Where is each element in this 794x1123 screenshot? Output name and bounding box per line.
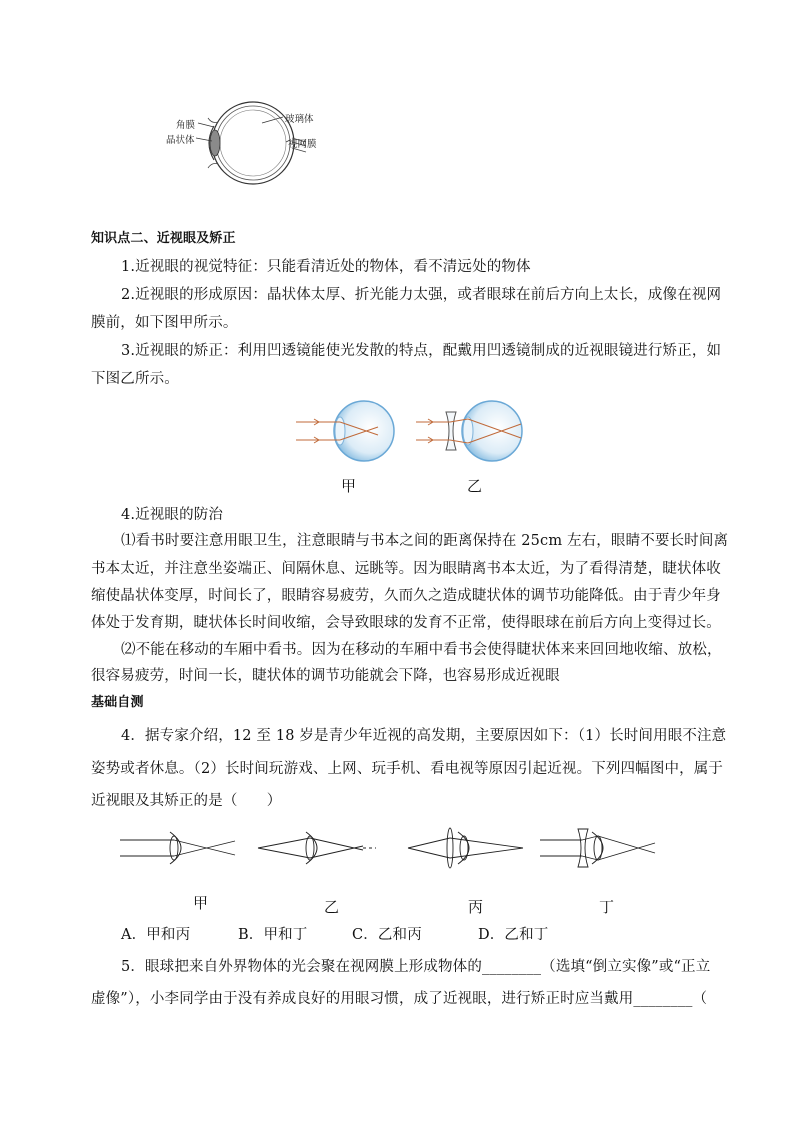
question5-line1: 5．眼球把来自外界物体的光会聚在视网膜上形成物体的________（选填“倒立实像”或“正立 [121,959,711,975]
section-heading-myopia: 知识点二、近视眼及矫正 [91,231,236,246]
ray-diagram-yi [258,828,378,868]
question4-line2: 姿势或者休息。（2）长时间玩游戏、上网、玩手机、看电视等原因引起近视。下列四幅图中，属于 [91,761,724,777]
option-d[interactable]: D．乙和丁 [478,927,549,943]
option-b[interactable]: B．甲和丁 [238,927,308,943]
myopia-correction-text-1: 3.近视眼的矫正：利用凹透镜能使光发散的特点，配戴用凹透镜制成的近视眼镜进行矫正，如 [121,343,722,359]
ray-diagram-ding [540,825,660,871]
figure-caption-jia: 甲 [341,477,357,495]
self-test-heading: 基础自测 [91,695,144,710]
option-a[interactable]: A．甲和丙 [121,927,191,943]
prevention-p1-line1: ⑴看书时要注意用眼卫生，注意眼睛与书本之间的距离保持在 25cm 左右，眼睛不要长时间离 [121,533,729,549]
myopia-correction-text-2: 下图乙所示。 [91,371,179,387]
label-cornea: 角膜 [176,120,196,131]
label-retina: 视网膜 [288,139,317,150]
myopia-feature-text: 1.近视眼的视觉特征：只能看清近处的物体，看不清远处的物体 [121,259,531,275]
prevention-p2-line2: 很容易疲劳，时间一长，睫状体的调节功能就会下降，也容易形成近视眼 [91,668,560,684]
myopia-figure-yi [416,398,524,464]
ray-caption-bing: 丙 [468,898,484,916]
prevention-p1-line3: 缩使晶状体变厚，时间长了，眼睛容易疲劳，久而久之造成睫状体的调节功能降低。由于青少年身 [91,588,721,604]
prevention-p1-line2: 书本太近，并注意坐姿端正、间隔休息、远眺等。因为眼睛离书本太近，为了看得清楚，睫状体收 [91,561,721,577]
myopia-figure-jia [296,398,398,464]
eye-label-leaders [0,0,794,200]
ray-caption-yi: 乙 [324,898,340,916]
question5-line2: 虚像”），小李同学由于没有养成良好的用眼习惯，成了近视眼，进行矫正时应当戴用________（ [91,991,708,1007]
question4-line3: 近视眼及其矫正的是（ ） [91,793,282,809]
ray-caption-ding: 丁 [599,898,615,916]
ray-diagram-bing [408,825,526,871]
prevention-p1-line4: 体处于发育期，睫状体长时间收缩，会导致眼球的发育不正常，使得眼球在前后方向上变得过长。 [91,615,721,631]
label-vitreous: 玻璃体 [285,114,314,125]
myopia-cause-text-2: 膜前，如下图甲所示。 [91,315,238,331]
ray-diagram-jia [120,828,240,868]
question4-line1: 4．据专家介绍，12 至 18 岁是青少年近视的高发期，主要原因如下：（1）长时间用眼不注意 [121,728,727,744]
figure-caption-yi: 乙 [467,477,483,495]
option-c[interactable]: C．乙和丙 [352,927,422,943]
prevention-title: 4.近视眼的防治 [121,507,224,523]
myopia-cause-text-1: 2.近视眼的形成原因：晶状体太厚、折光能力太强，或者眼球在前后方向上太长，成像在视网 [121,287,722,303]
ray-caption-jia: 甲 [193,894,209,912]
label-lens: 晶状体 [166,135,195,146]
prevention-p2-line1: ⑵不能在移动的车厢中看书。因为在移动的车厢中看书会使得睫状体来来回回地收缩、放松， [121,642,722,658]
